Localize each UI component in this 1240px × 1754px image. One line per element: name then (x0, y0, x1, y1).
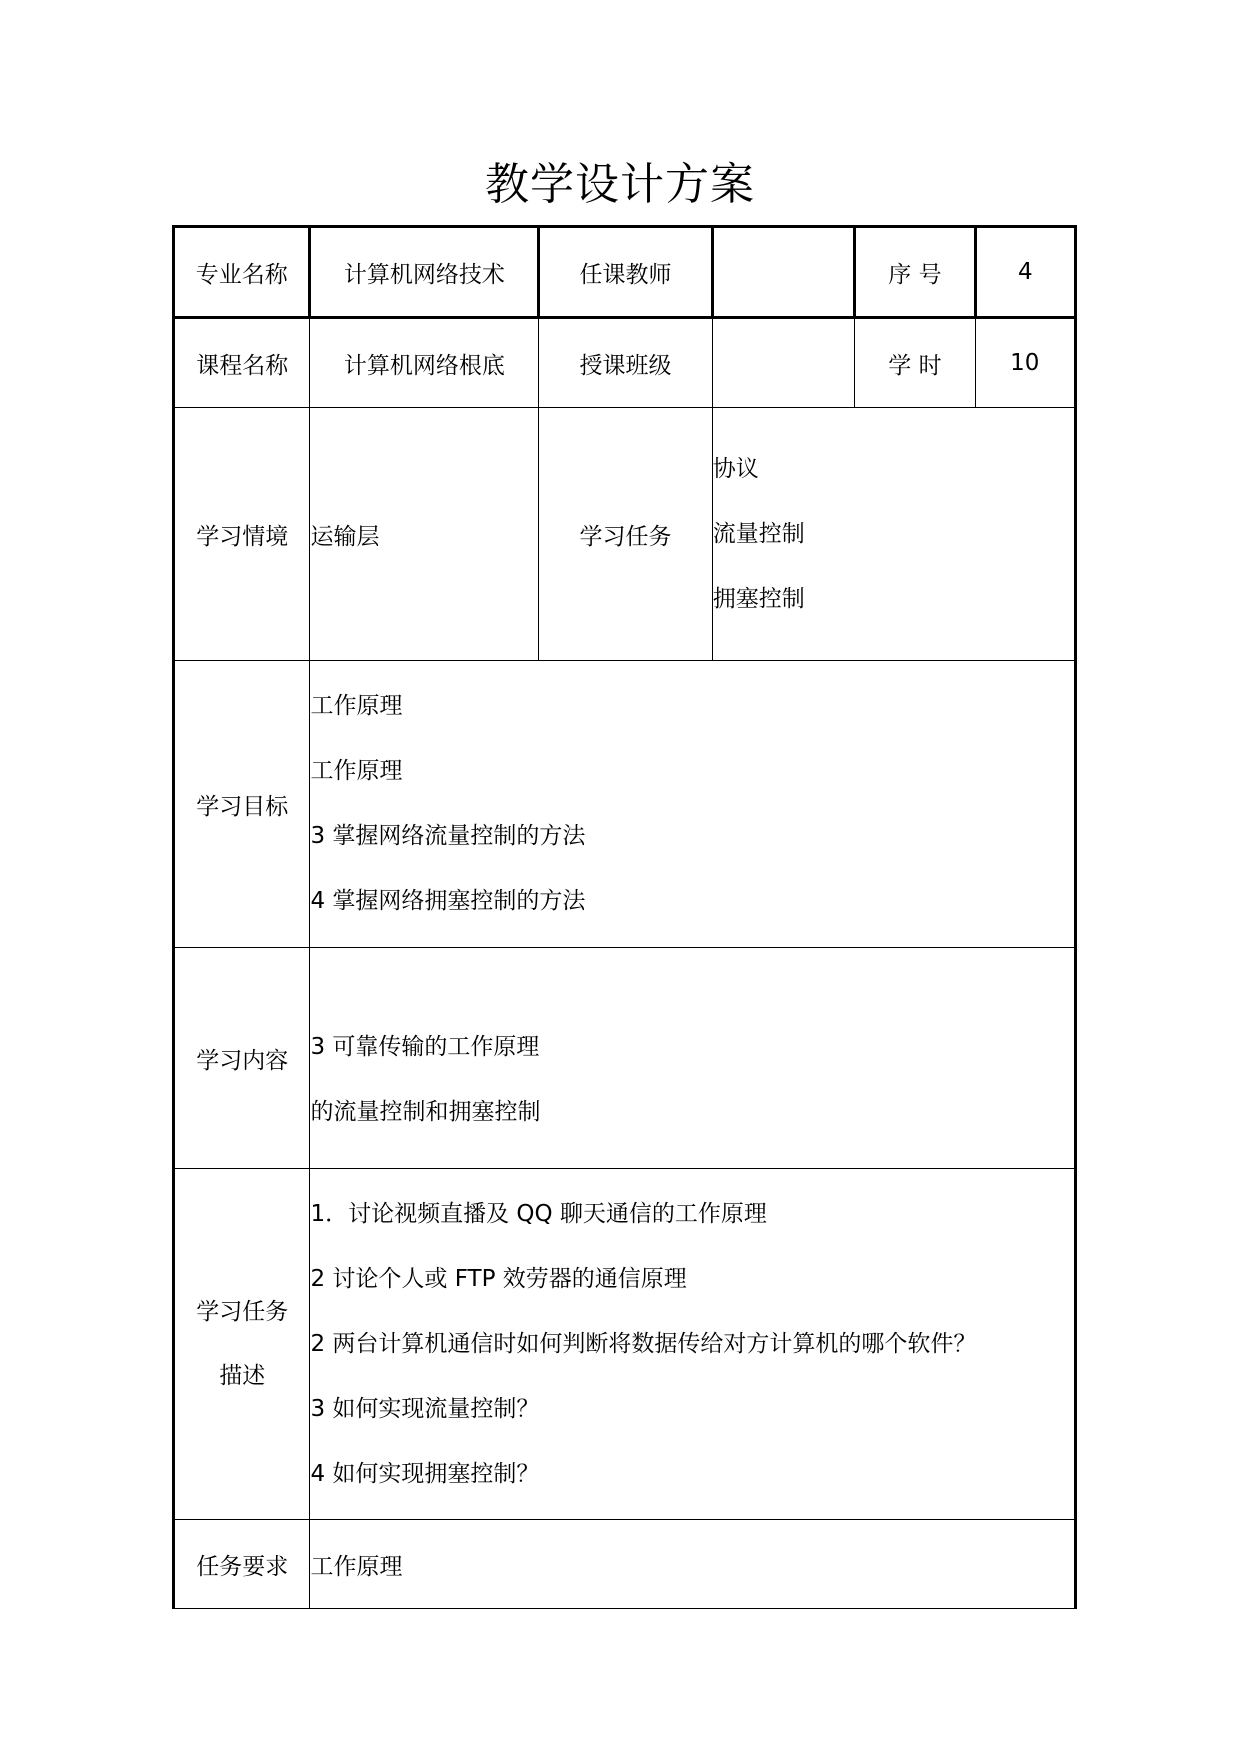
list-item: 工作原理 (310, 758, 403, 784)
course-value: 计算机网络根底 (310, 318, 539, 408)
content-label: 学习内容 (174, 948, 310, 1169)
content-list (310, 948, 1076, 1169)
table-row (174, 408, 1076, 661)
table-row (174, 1520, 1076, 1609)
major-label: 专业名称 (174, 227, 310, 318)
seq-value: 4 (975, 227, 1075, 318)
list-item: 4 掌握网络拥塞控制的方法 (310, 888, 586, 914)
goal-list (310, 661, 1076, 948)
course-label: 课程名称 (174, 318, 310, 408)
table-row (174, 661, 1076, 948)
context-label: 学习情境 (174, 408, 310, 661)
table-row (174, 318, 1076, 408)
list-item: 3 如何实现流量控制？ (310, 1395, 540, 1422)
table-row (174, 1169, 1076, 1520)
task-list (712, 408, 1075, 661)
desc-label-line: 学习任务 (196, 1299, 289, 1325)
seq-label: 序 号 (855, 227, 975, 318)
list-item: 拥塞控制 (712, 585, 805, 612)
class-value (712, 318, 854, 408)
teacher-value (712, 227, 854, 318)
task-label: 学习任务 (539, 408, 713, 661)
list-item: 1．讨论视频直播及 QQ 聊天通信的工作原理 (310, 1200, 767, 1227)
list-item: 的流量控制和拥塞控制 (310, 1099, 541, 1125)
class-label: 授课班级 (539, 318, 713, 408)
list-item: 2 两台计算机通信时如何判断将数据传给对方计算机的哪个软件？ (310, 1330, 977, 1357)
list-item: 4 如何实现拥塞控制？ (310, 1460, 540, 1487)
req-value: 工作原理 (310, 1520, 1076, 1609)
page-title: 教学设计方案 (485, 159, 755, 210)
list-item: 3 掌握网络流量控制的方法 (310, 823, 586, 849)
lesson-plan-table (172, 225, 1077, 1609)
table-row (174, 948, 1076, 1169)
hours-label: 学 时 (855, 318, 975, 408)
teacher-label: 任课教师 (539, 227, 713, 318)
list-item: 工作原理 (310, 693, 403, 719)
major-value: 计算机网络技术 (310, 227, 539, 318)
desc-label-line: 描述 (219, 1363, 266, 1389)
goal-label: 学习目标 (174, 661, 310, 948)
list-item: 协议 (712, 455, 759, 482)
list-item: 2 讨论个人或 FTP 效劳器的通信原理 (310, 1265, 687, 1292)
list-item: 3 可靠传输的工作原理 (310, 1034, 540, 1060)
table-row (174, 227, 1076, 318)
context-value: 运输层 (310, 408, 539, 661)
list-item: 流量控制 (712, 520, 805, 547)
req-label: 任务要求 (174, 1520, 310, 1609)
hours-value: 10 (975, 318, 1075, 408)
desc-list (310, 1169, 1076, 1520)
desc-label (174, 1169, 310, 1520)
